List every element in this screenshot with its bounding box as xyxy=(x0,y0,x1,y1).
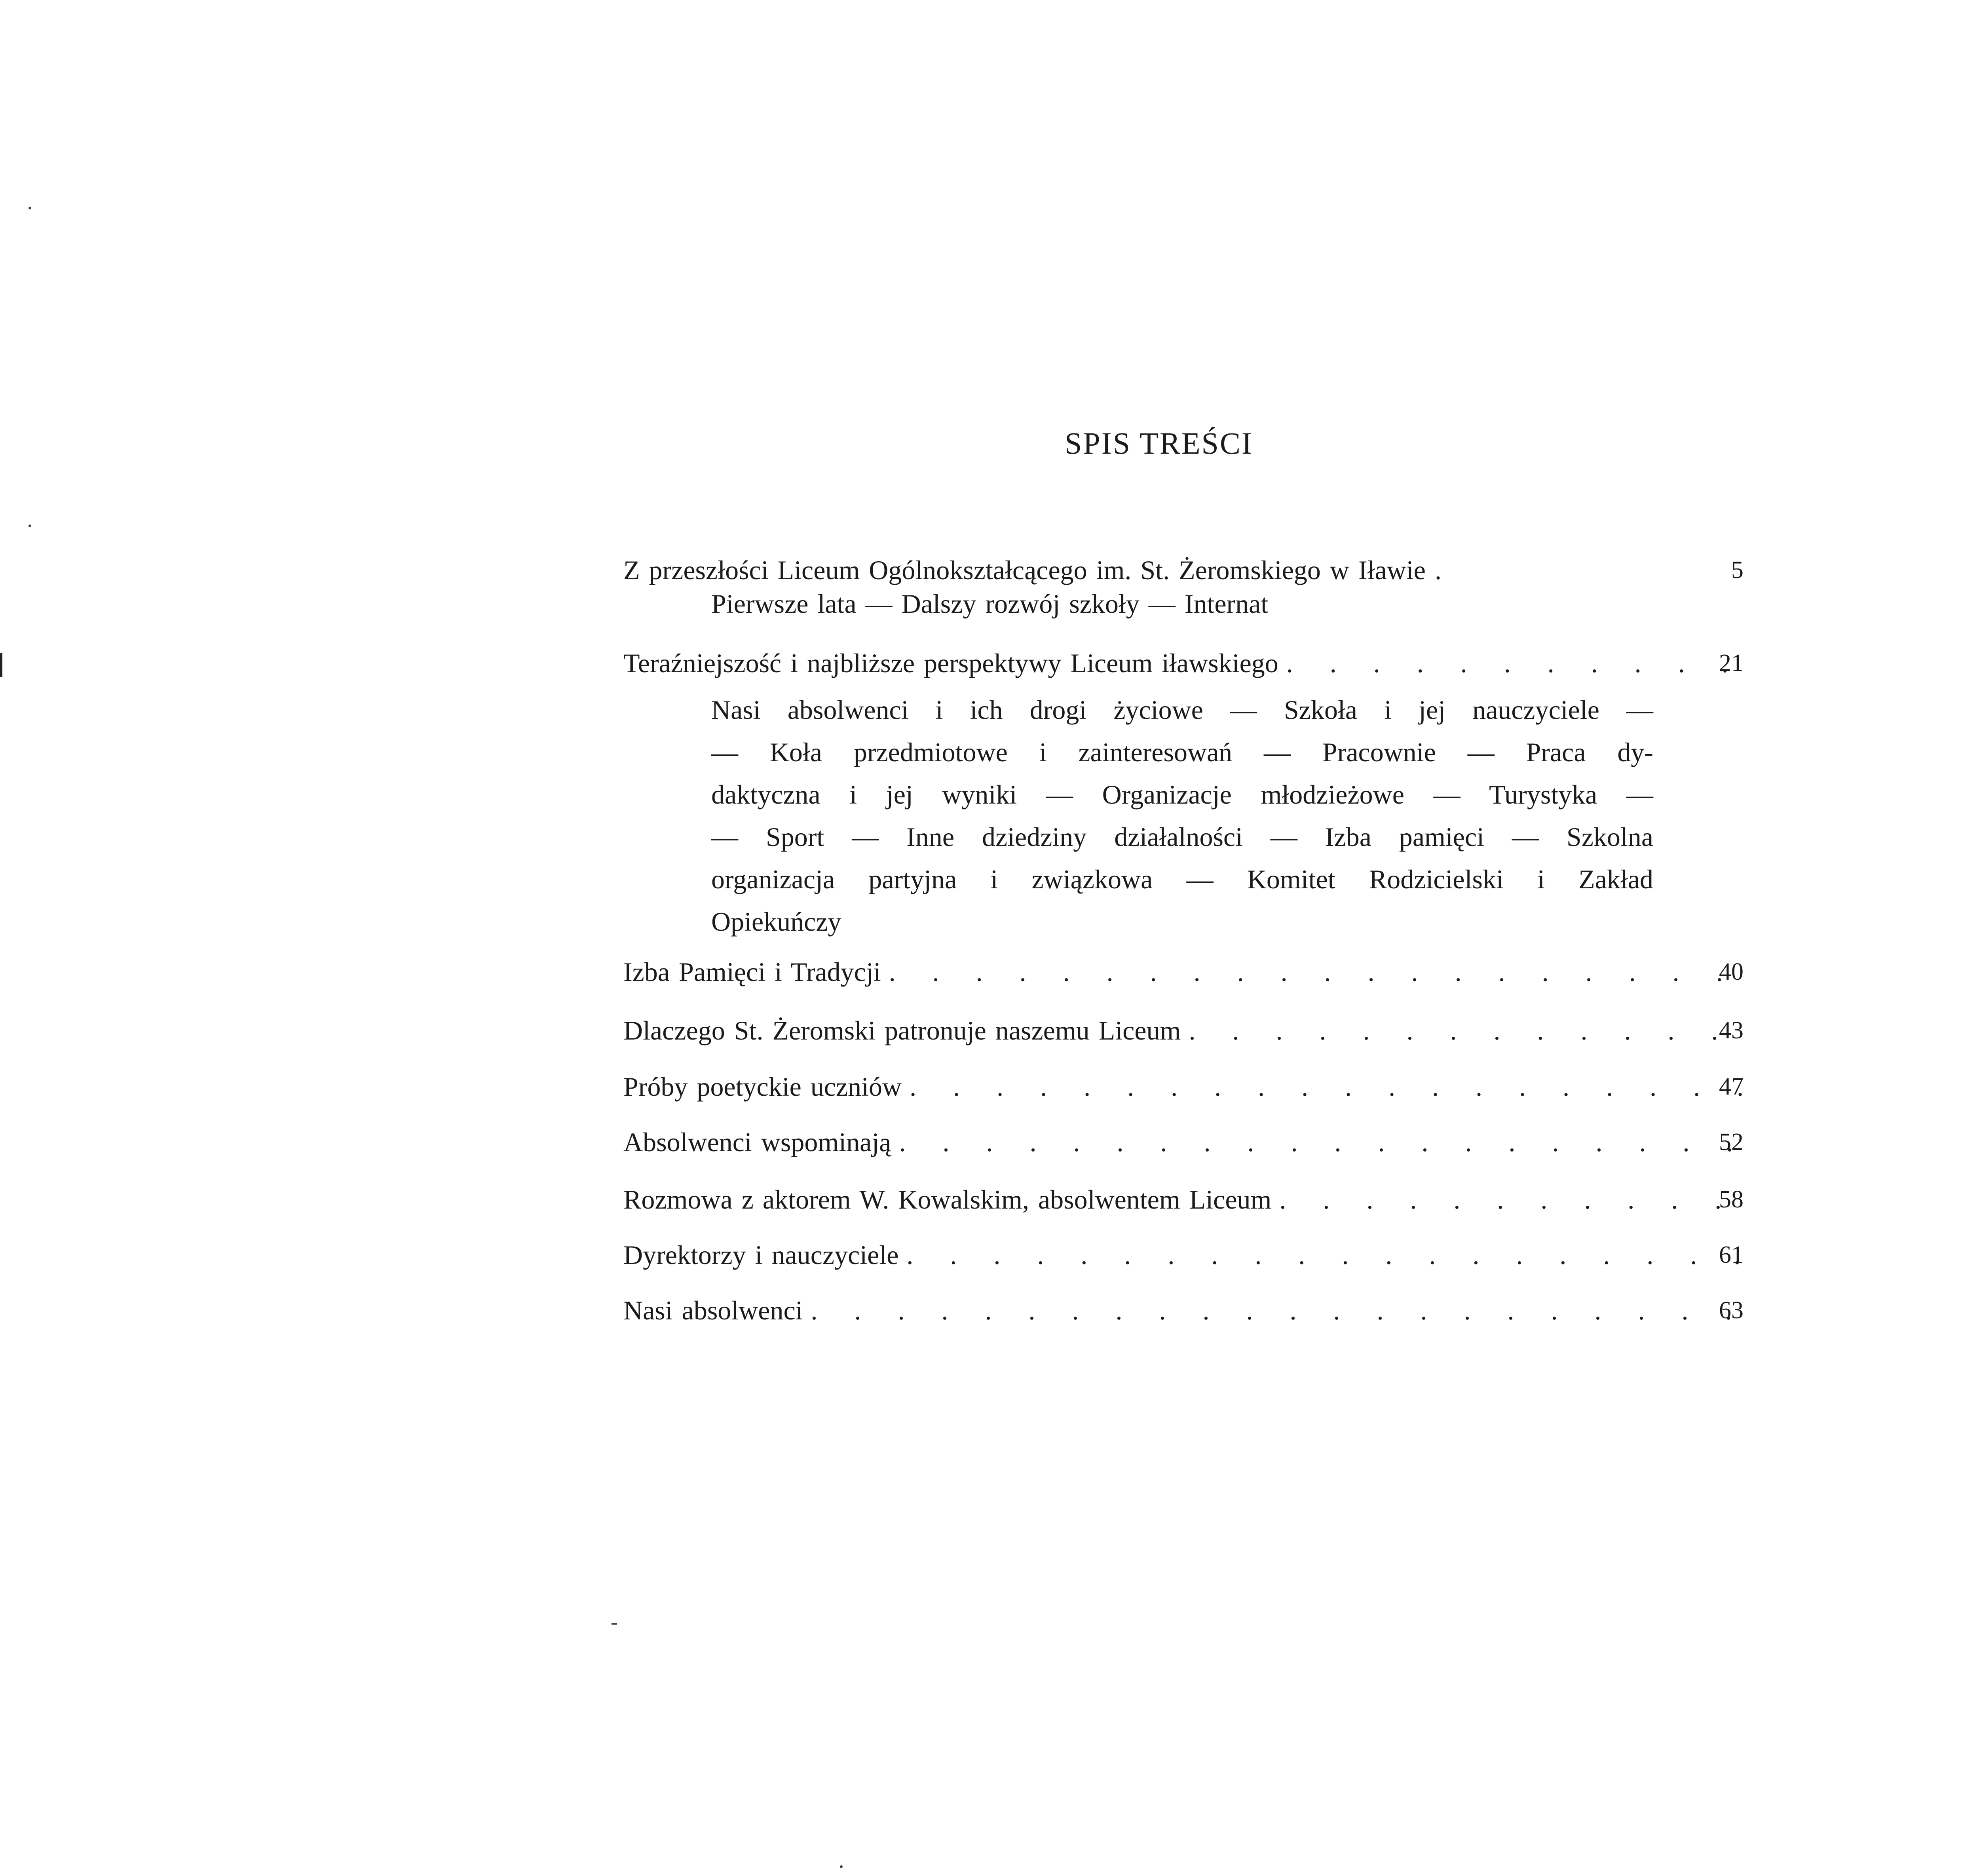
scan-speck xyxy=(28,207,31,209)
subtitle-line: — Sport — Inne dziedziny działalności — Izba pamięci — Szkolna xyxy=(711,822,1653,852)
toc-entry xyxy=(623,1126,1743,1158)
toc-entry xyxy=(623,1071,1743,1102)
subtitle-line: organizacja partyjna i związkowa — Komitet Rodzicielski i Zakład xyxy=(711,864,1653,894)
scan-speck xyxy=(840,1865,843,1868)
toc-entry-title: Rozmowa z aktorem W. Kowalskim, absolwentem Liceum xyxy=(623,1184,1272,1215)
toc-entry-title: Absolwenci wspominają xyxy=(623,1127,891,1157)
toc-entry-page: 47 xyxy=(1719,1073,1743,1100)
dot-leader xyxy=(891,1126,1743,1158)
toc-entry xyxy=(623,554,1743,586)
toc-entry-subtitle: Pierwsze lata — Dalszy rozwój szkoły — Internat xyxy=(711,589,1269,619)
subtitle-line: Nasi absolwenci i ich drogi życiowe — Szkoła i jej nauczyciele — xyxy=(711,695,1653,725)
dot-leader xyxy=(1278,647,1743,679)
toc-entry xyxy=(623,956,1743,988)
toc-entry-title: Dlaczego St. Żeromski patronuje naszemu Liceum xyxy=(623,1015,1181,1045)
scan-speck xyxy=(28,525,31,527)
scan-edge-mark xyxy=(0,653,2,677)
dot-leader xyxy=(1181,1015,1743,1046)
toc-entry xyxy=(623,1184,1743,1215)
dot-leader xyxy=(898,1239,1743,1271)
toc-entry-page: 52 xyxy=(1719,1129,1743,1156)
toc-entry-page: 43 xyxy=(1719,1017,1743,1044)
toc-entry-page: 40 xyxy=(1719,958,1743,985)
toc-entry-title: Z przeszłości Liceum Ogólnokształcącego im. St. Żeromskiego w Iławie . xyxy=(623,555,1442,585)
toc-entry xyxy=(623,1239,1743,1271)
toc-entry-page: 63 xyxy=(1719,1297,1743,1324)
toc-entry-subtitle-block xyxy=(711,689,1653,943)
scan-speck xyxy=(612,1623,617,1625)
dot-leader xyxy=(881,956,1743,988)
toc-entry-title: Próby poetyckie uczniów xyxy=(623,1072,902,1102)
toc-entry-page: 58 xyxy=(1719,1186,1743,1213)
subtitle-line: — Koła przedmiotowe i zainteresowań — Pracownie — Praca dy- xyxy=(711,737,1653,767)
dot-leader xyxy=(902,1071,1743,1102)
toc-entry-page: 5 xyxy=(1731,557,1743,584)
toc-entry-title: Dyrektorzy i nauczyciele xyxy=(623,1240,899,1270)
toc-entry xyxy=(623,1294,1743,1326)
toc-entry-title: Teraźniejszość i najbliższe perspektywy Liceum iławskiego xyxy=(623,648,1278,678)
dot-leader xyxy=(1271,1184,1743,1215)
toc-entry-page: 21 xyxy=(1719,650,1743,677)
toc-entry-page: 61 xyxy=(1719,1241,1743,1268)
toc-entry xyxy=(623,647,1743,679)
toc-entry-title: Izba Pamięci i Tradycji xyxy=(623,957,881,987)
toc-entry-title: Nasi absolwenci xyxy=(623,1295,803,1325)
page-title: SPIS TREŚCI xyxy=(1065,426,1253,460)
dot-leader xyxy=(803,1294,1743,1326)
subtitle-line: daktyczna i jej wyniki — Organizacje młodzieżowe — Turystyka — xyxy=(711,779,1653,810)
subtitle-line: Opiekuńczy xyxy=(711,907,841,937)
toc-entry xyxy=(623,1015,1743,1046)
